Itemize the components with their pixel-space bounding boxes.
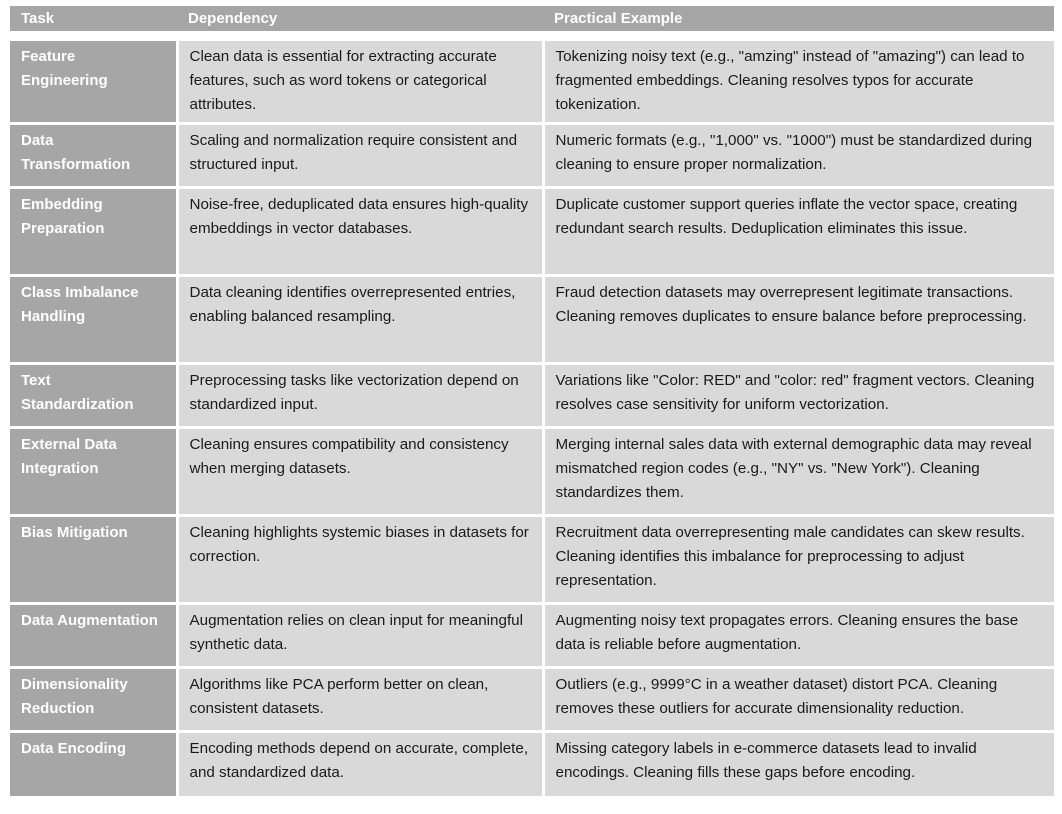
table-row [10, 428, 1054, 516]
dependency-cell: Algorithms like PCA perform better on clean, consistent datasets. [177, 668, 543, 732]
example-cell: Outliers (e.g., 9999°C in a weather dataset) distort PCA. Cleaning removes these outliers for accurate dimensionality reduction. [543, 668, 1054, 732]
table-row [10, 732, 1054, 796]
example-cell: Merging internal sales data with external demographic data may reveal mismatched region codes (e.g., "NY" vs. "New York"). Cleaning standardizes them. [543, 428, 1054, 516]
task-cell: Dimensionality Reduction [10, 668, 177, 732]
table-row [10, 188, 1054, 276]
example-cell: Numeric formats (e.g., "1,000" vs. "1000") must be standardized during cleaning to ensure proper normalization. [543, 124, 1054, 188]
task-cell: Data Augmentation [10, 604, 177, 668]
example-cell: Variations like "Color: RED" and "color: red" fragment vectors. Cleaning resolves case sensitivity for uniform vectorization. [543, 364, 1054, 428]
task-cell: Bias Mitigation [10, 516, 177, 604]
task-cell: Data Encoding [10, 732, 177, 796]
table-row [10, 276, 1054, 364]
header-dependency: Dependency [177, 6, 543, 36]
dependency-cell: Encoding methods depend on accurate, complete, and standardized data. [177, 732, 543, 796]
task-cell: Feature Engineering [10, 36, 177, 124]
example-cell: Augmenting noisy text propagates errors. Cleaning ensures the base data is reliable before augmentation. [543, 604, 1054, 668]
table-row [10, 36, 1054, 124]
table-row [10, 516, 1054, 604]
task-cell: Class Imbalance Handling [10, 276, 177, 364]
example-cell: Recruitment data overrepresenting male candidates can skew results. Cleaning identifies this imbalance for preprocessing to adjust representation. [543, 516, 1054, 604]
task-cell: External Data Integration [10, 428, 177, 516]
header-task: Task [10, 6, 177, 36]
table-row [10, 604, 1054, 668]
dependency-cell: Clean data is essential for extracting accurate features, such as word tokens or categorical attributes. [177, 36, 543, 124]
example-cell: Fraud detection datasets may overrepresent legitimate transactions. Cleaning removes duplicates to ensure balance before preprocessing. [543, 276, 1054, 364]
table-header-row [10, 6, 1054, 36]
dependency-cell: Augmentation relies on clean input for meaningful synthetic data. [177, 604, 543, 668]
dependency-cell: Scaling and normalization require consistent and structured input. [177, 124, 543, 188]
table-row [10, 364, 1054, 428]
example-cell: Tokenizing noisy text (e.g., "amzing" instead of "amazing") can lead to fragmented embeddings. Cleaning resolves typos for accurate tokenization. [543, 36, 1054, 124]
dependency-cell: Cleaning highlights systemic biases in datasets for correction. [177, 516, 543, 604]
table-row [10, 124, 1054, 188]
task-cell: Data Transformation [10, 124, 177, 188]
example-cell: Duplicate customer support queries inflate the vector space, creating redundant search results. Deduplication eliminates this issue. [543, 188, 1054, 276]
dependency-cell: Preprocessing tasks like vectorization depend on standardized input. [177, 364, 543, 428]
table-row [10, 668, 1054, 732]
task-cell: Embedding Preparation [10, 188, 177, 276]
example-cell: Missing category labels in e-commerce datasets lead to invalid encodings. Cleaning fills these gaps before encoding. [543, 732, 1054, 796]
task-cell: Text Standardization [10, 364, 177, 428]
dependency-table [10, 6, 1054, 796]
dependency-cell: Noise-free, deduplicated data ensures high-quality embeddings in vector databases. [177, 188, 543, 276]
dependency-cell: Data cleaning identifies overrepresented entries, enabling balanced resampling. [177, 276, 543, 364]
header-practical-example: Practical Example [543, 6, 1054, 36]
dependency-cell: Cleaning ensures compatibility and consistency when merging datasets. [177, 428, 543, 516]
